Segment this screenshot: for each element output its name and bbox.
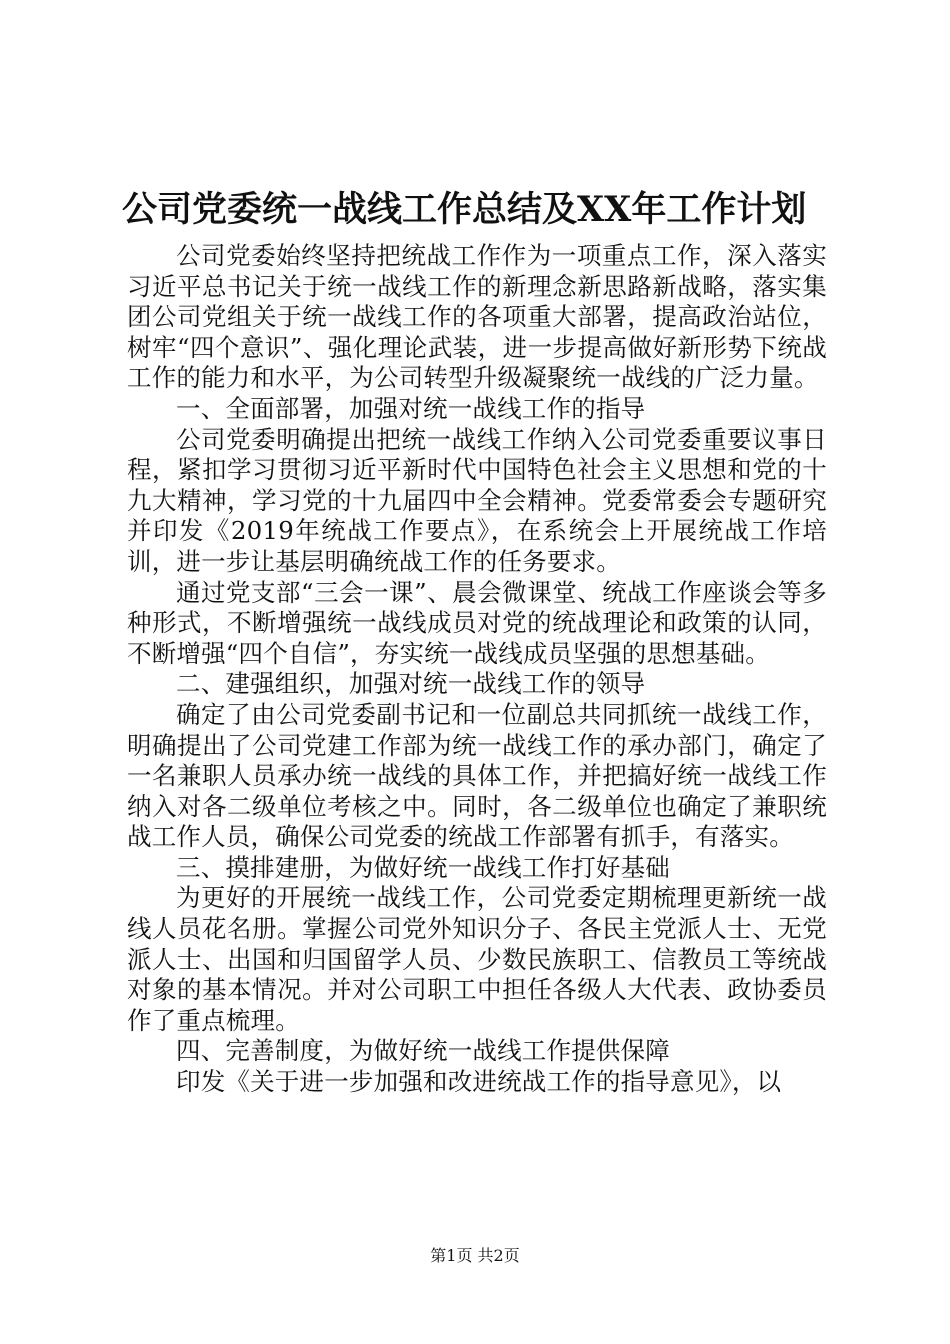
document-page (122, 185, 827, 1098)
section-1-paragraph-2: 通过党支部“三会一课”、晨会微课堂、统战工作座谈会等多种形式，不断增强统一战线成员对党的统战理论和政策的认同，不断增强“四个自信”，夯实统一战线成员坚强的思想基础。 (127, 577, 827, 668)
section-2-paragraph-1: 确定了由公司党委副书记和一位副总共同抓统一战线工作，明确提出了公司党建工作部为统一战线工作的承办部门，确定了一名兼职人员承办统一战线的具体工作，并把搞好统一战线工作纳入对各二级单位考核之中。同时，各二级单位也确定了兼职统战工作人员，确保公司党委的统战工作部署有抓手，有落实。 (127, 699, 827, 852)
page-number-label: 第1页 共2页 (430, 1246, 520, 1265)
section-heading-4: 四、完善制度，为做好统一战线工作提供保障 (176, 1036, 670, 1066)
intro-paragraph: 公司党委始终坚持把统战工作作为一项重点工作，深入落实习近平总书记关于统一战线工作的新理念新思路新战略，落实集团公司党组关于统一战线工作的各项重大部署，提高政治站位，树牢“四个意识”、强化理论武装，进一步提高做好新形势下统战工作的能力和水平，为公司转型升级凝聚统一战线的广泛力量。 (127, 241, 827, 393)
page-footer (0, 1245, 950, 1267)
section-4-paragraph-1: 印发《关于进一步加强和改进统战工作的指导意见》，以 (176, 1067, 782, 1097)
document-title: 公司党委统一战线工作总结及XX年工作计划 (122, 189, 807, 230)
section-heading-1: 一、全面部署，加强对统一战线工作的指导 (176, 393, 646, 423)
section-heading-2: 二、建强组织，加强对统一战线工作的领导 (176, 669, 646, 699)
section-1-paragraph-1: 公司党委明确提出把统一战线工作纳入公司党委重要议事日程，紧扣学习贯彻习近平新时代中国特色社会主义思想和党的十九大精神，学习党的十九届四中全会精神。党委常委会专题研究并印发《2019年统战工作要点》，在系统会上开展统战工作培训，进一步让基层明确统战工作的任务要求。 (127, 424, 827, 576)
section-3-paragraph-1: 为更好的开展统一战线工作，公司党委定期梳理更新统一战线人员花名册。掌握公司党外知识分子、各民主党派人士、无党派人士、出国和归国留学人员、少数民族职工、信教员工等统战对象的基本情况。并对公司职工中担任各级人大代表、政协委员作了重点梳理。 (127, 883, 827, 1035)
section-heading-3: 三、摸排建册，为做好统一战线工作打好基础 (176, 852, 670, 882)
